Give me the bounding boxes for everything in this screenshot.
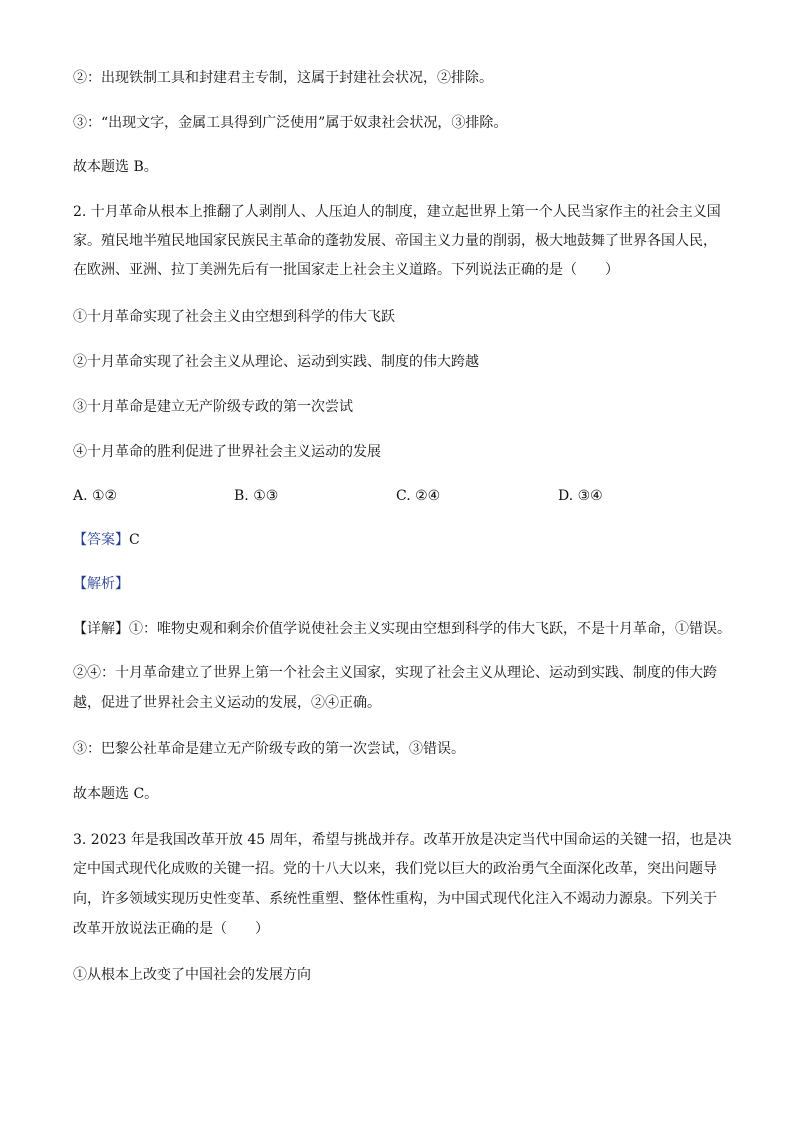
q2-detail-line-2: ②④：十月革命建立了世界上第一个社会主义国家，实现了社会主义从理论、运动到实践、制度的伟大跨 — [73, 665, 717, 681]
detail-tag: 【详解】 — [73, 621, 129, 637]
q3-stem-line-3: 向，许多领域实现历史性变革、系统性重塑、整体性重构，为中国式现代化注入不竭动力源泉。下列关于 — [73, 891, 717, 907]
q2-statement-3: ③十月革命是建立无产阶级专政的第一次尝试 — [73, 399, 353, 415]
q3-stem-line-2: 定中国式现代化成败的关键一招。党的十八大以来，我们党以巨大的政治勇气全面深化改革，突出问题导 — [73, 861, 717, 877]
q2-detail-line-4: ③：巴黎公社革命是建立无产阶级专政的第一次尝试，③错误。 — [73, 741, 465, 757]
answer-value: C — [129, 532, 140, 548]
q2-conclusion: 故本题选 C。 — [73, 786, 159, 802]
q1-analysis-line-2: ②：出现铁制工具和封建君主专制，这属于封建社会状况，②排除。 — [73, 70, 493, 86]
q2-stem-line-1: 2. 十月革命从根本上推翻了人剥削人、人压迫人的制度，建立起世界上第一个人民当家作主的社会主义国 — [73, 204, 721, 220]
q1-conclusion: 故本题选 B。 — [73, 159, 158, 175]
q2-option-c: C. ②④ — [396, 488, 441, 504]
q2-option-a: A. ①② — [73, 488, 118, 504]
q2-stem-line-3: 在欧洲、亚洲、拉丁美洲先后有一批国家走上社会主义道路。下列说法正确的是（ ） — [73, 262, 619, 278]
q3-stem-line-4: 改革开放说法正确的是（ ） — [73, 921, 269, 937]
q2-option-b: B. ①③ — [234, 488, 279, 504]
q2-statement-4: ④十月革命的胜利促进了世界社会主义运动的发展 — [73, 444, 381, 460]
q2-detail-line-1 — [73, 618, 731, 640]
q2-stem-line-2: 家。殖民地半殖民地国家民族民主革命的蓬勃发展、帝国主义力量的削弱，极大地鼓舞了世界各国人民， — [73, 233, 717, 249]
detail-text: ①：唯物史观和剩余价值学说使社会主义实现由空想到科学的伟大飞跃，不是十月革命，①错误。 — [129, 621, 731, 637]
q2-detail-line-3: 越，促进了世界社会主义运动的发展，②④正确。 — [73, 695, 381, 711]
q2-statement-2: ②十月革命实现了社会主义从理论、运动到实践、制度的伟大跨越 — [73, 354, 479, 370]
q3-stem-line-1: 3. 2023 年是我国改革开放 45 周年，希望与挑战并存。改革开放是决定当代中国命运的关键一招，也是决 — [73, 832, 732, 848]
q3-statement-1: ①从根本上改变了中国社会的发展方向 — [73, 967, 311, 983]
q2-answer-line — [73, 529, 140, 551]
q1-analysis-line-3: ③：“出现文字，金属工具得到广泛使用”属于奴隶社会状况，③排除。 — [73, 115, 508, 131]
answer-tag: 【答案】 — [73, 532, 129, 548]
q2-statement-1: ①十月革命实现了社会主义由空想到科学的伟大飞跃 — [73, 309, 395, 325]
q2-option-d: D. ③④ — [558, 488, 603, 504]
analysis-tag: 【解析】 — [73, 576, 129, 592]
